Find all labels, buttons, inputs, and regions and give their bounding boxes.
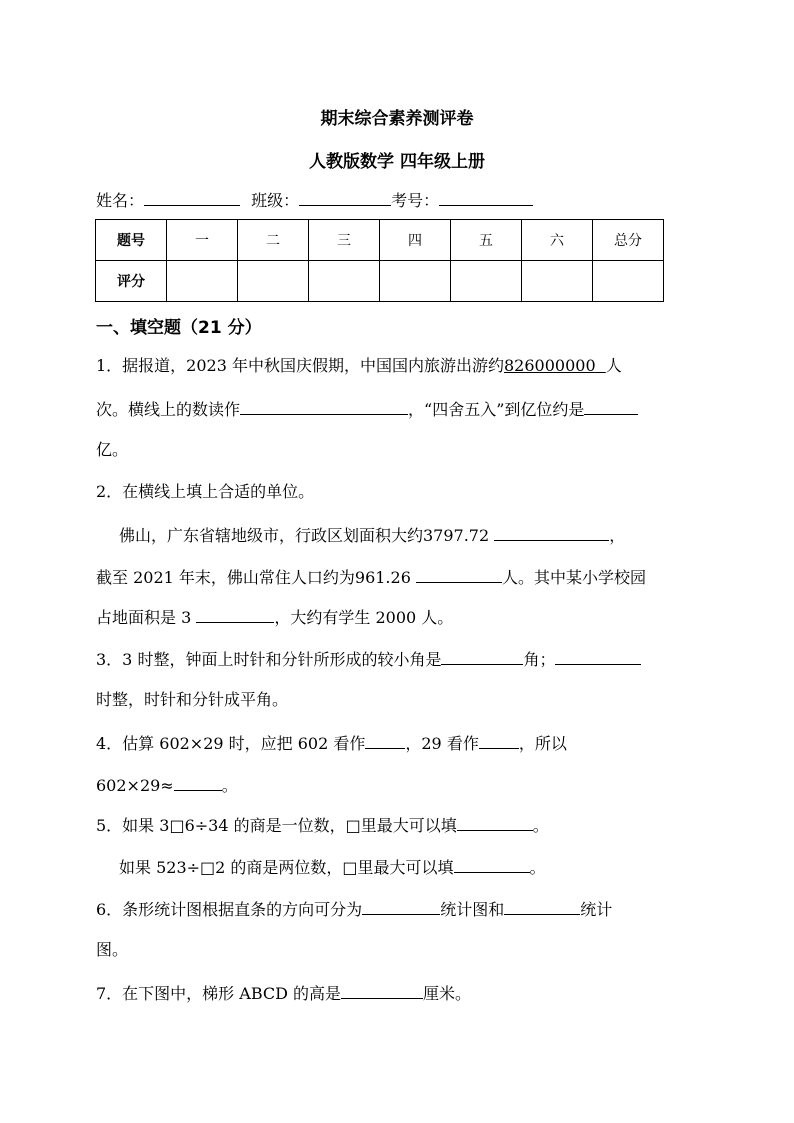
question-text: 统计 [580, 900, 613, 919]
id-label: 考号： [391, 191, 440, 210]
answer-blank[interactable] [196, 606, 274, 623]
score-cell[interactable] [167, 261, 238, 302]
question-text: 6．条形统计图根据直条的方向可分为 [96, 900, 363, 919]
question-text: 7．在下图中，梯形 ABCD 的高是 [96, 984, 342, 1003]
exam-title: 期末综合素养测评卷 [320, 109, 474, 129]
question-text: 次。横线上的数读作 [96, 400, 241, 419]
score-cell[interactable] [309, 261, 380, 302]
name-label: 姓名： [96, 191, 145, 210]
question-text: 5．如果 3□6÷34 的商是一位数，□里最大可以填 [96, 816, 457, 835]
table-cell-question-no: 题号 [96, 220, 167, 261]
table-cell-4: 四 [380, 220, 451, 261]
answer-blank[interactable] [174, 774, 222, 791]
table-cell-1: 一 [167, 220, 238, 261]
question-text: 2．在横线上填上合适的单位。 [96, 482, 315, 501]
table-cell-3: 三 [309, 220, 380, 261]
answer-blank[interactable] [479, 732, 519, 749]
answer-blank[interactable] [494, 524, 609, 541]
table-cell-5: 五 [451, 220, 522, 261]
question-6-line-2 [96, 940, 128, 960]
question-text: 3．3 时整，钟面上时针和分针所形成的较小角是 [96, 650, 442, 669]
question-text: 占地面积是 3 [96, 608, 192, 627]
score-cell[interactable] [522, 261, 593, 302]
question-7-line-1 [96, 982, 471, 1004]
question-4-line-2 [96, 774, 238, 796]
score-cell[interactable] [238, 261, 309, 302]
answer-blank[interactable] [454, 856, 530, 873]
score-cell[interactable] [451, 261, 522, 302]
question-2-line-4 [96, 606, 453, 628]
question-text: ，大约有学生 2000 人。 [274, 608, 454, 627]
question-text: ，所以 [518, 734, 567, 753]
question-6-line-1 [96, 898, 612, 920]
question-text: 人 [605, 356, 622, 375]
question-text: 1．据报道，2023 年中秋国庆假期，中国国内旅游出游约 [96, 356, 504, 375]
question-2-line-2 [119, 524, 625, 546]
underline-pad [596, 356, 606, 375]
score-table [95, 219, 664, 302]
answer-blank[interactable] [555, 648, 641, 665]
question-text: 。 [532, 816, 549, 835]
question-text: 角； [523, 650, 556, 669]
question-text: 如果 523÷□2 的商是两位数，□里最大可以填 [119, 858, 454, 877]
class-label: 班级： [251, 191, 300, 210]
question-text: 亿。 [96, 440, 129, 459]
question-text: ，29 看作 [405, 734, 479, 753]
underlined-number: 826000000 [504, 356, 596, 375]
answer-blank[interactable] [457, 814, 533, 831]
section-title: 一、填空题（21 分） [96, 318, 262, 338]
score-label: 评分 [96, 261, 167, 302]
question-text: 。 [221, 776, 238, 795]
answer-blank[interactable] [341, 982, 423, 999]
table-cell-2: 二 [238, 220, 309, 261]
question-1-line-1 [96, 356, 622, 376]
question-text: 统计图和 [440, 900, 505, 919]
question-text: 佛山，广东省辖地级市，行政区划面积大约3797.72 [119, 526, 490, 545]
answer-blank[interactable] [240, 398, 408, 415]
question-2-line-3 [96, 566, 646, 588]
question-5-line-2 [119, 856, 546, 878]
score-cell[interactable] [593, 261, 664, 302]
question-3-line-2 [96, 690, 288, 710]
student-info-row [96, 188, 533, 211]
answer-blank[interactable] [504, 898, 580, 915]
question-text: 截至 2021 年末，佛山常住人口约为961.26 [96, 568, 411, 587]
question-text: 人。其中某小学校园 [501, 568, 646, 587]
answer-blank[interactable] [441, 648, 523, 665]
table-cell-6: 六 [522, 220, 593, 261]
answer-blank[interactable] [365, 732, 405, 749]
score-table-score-row [96, 261, 664, 302]
question-text: ， [609, 526, 626, 545]
question-text: 4．估算 602×29 时，应把 602 看作 [96, 734, 366, 753]
exam-subtitle: 人教版数学 四年级上册 [309, 152, 485, 172]
score-cell[interactable] [380, 261, 451, 302]
class-blank[interactable] [299, 189, 391, 206]
question-5-line-1 [96, 814, 549, 836]
score-table-header-row [96, 220, 664, 261]
question-1-line-3 [96, 440, 128, 460]
question-text: 时整，时针和分针成平角。 [96, 690, 289, 709]
question-text: 。 [529, 858, 546, 877]
answer-blank[interactable] [362, 898, 440, 915]
question-text: 602×29≈ [96, 776, 174, 795]
table-cell-total: 总分 [593, 220, 664, 261]
answer-blank[interactable] [584, 398, 638, 415]
question-1-line-2 [96, 398, 638, 420]
name-blank[interactable] [144, 189, 240, 206]
question-3-line-1 [96, 648, 641, 670]
id-blank[interactable] [439, 189, 533, 206]
question-text: 厘米。 [423, 984, 472, 1003]
question-4-line-1 [96, 732, 567, 754]
question-text: ，“四舍五入”到亿位约是 [408, 400, 585, 419]
question-text: 图。 [96, 940, 129, 959]
answer-blank[interactable] [416, 566, 502, 583]
question-2-line-1 [96, 482, 314, 502]
